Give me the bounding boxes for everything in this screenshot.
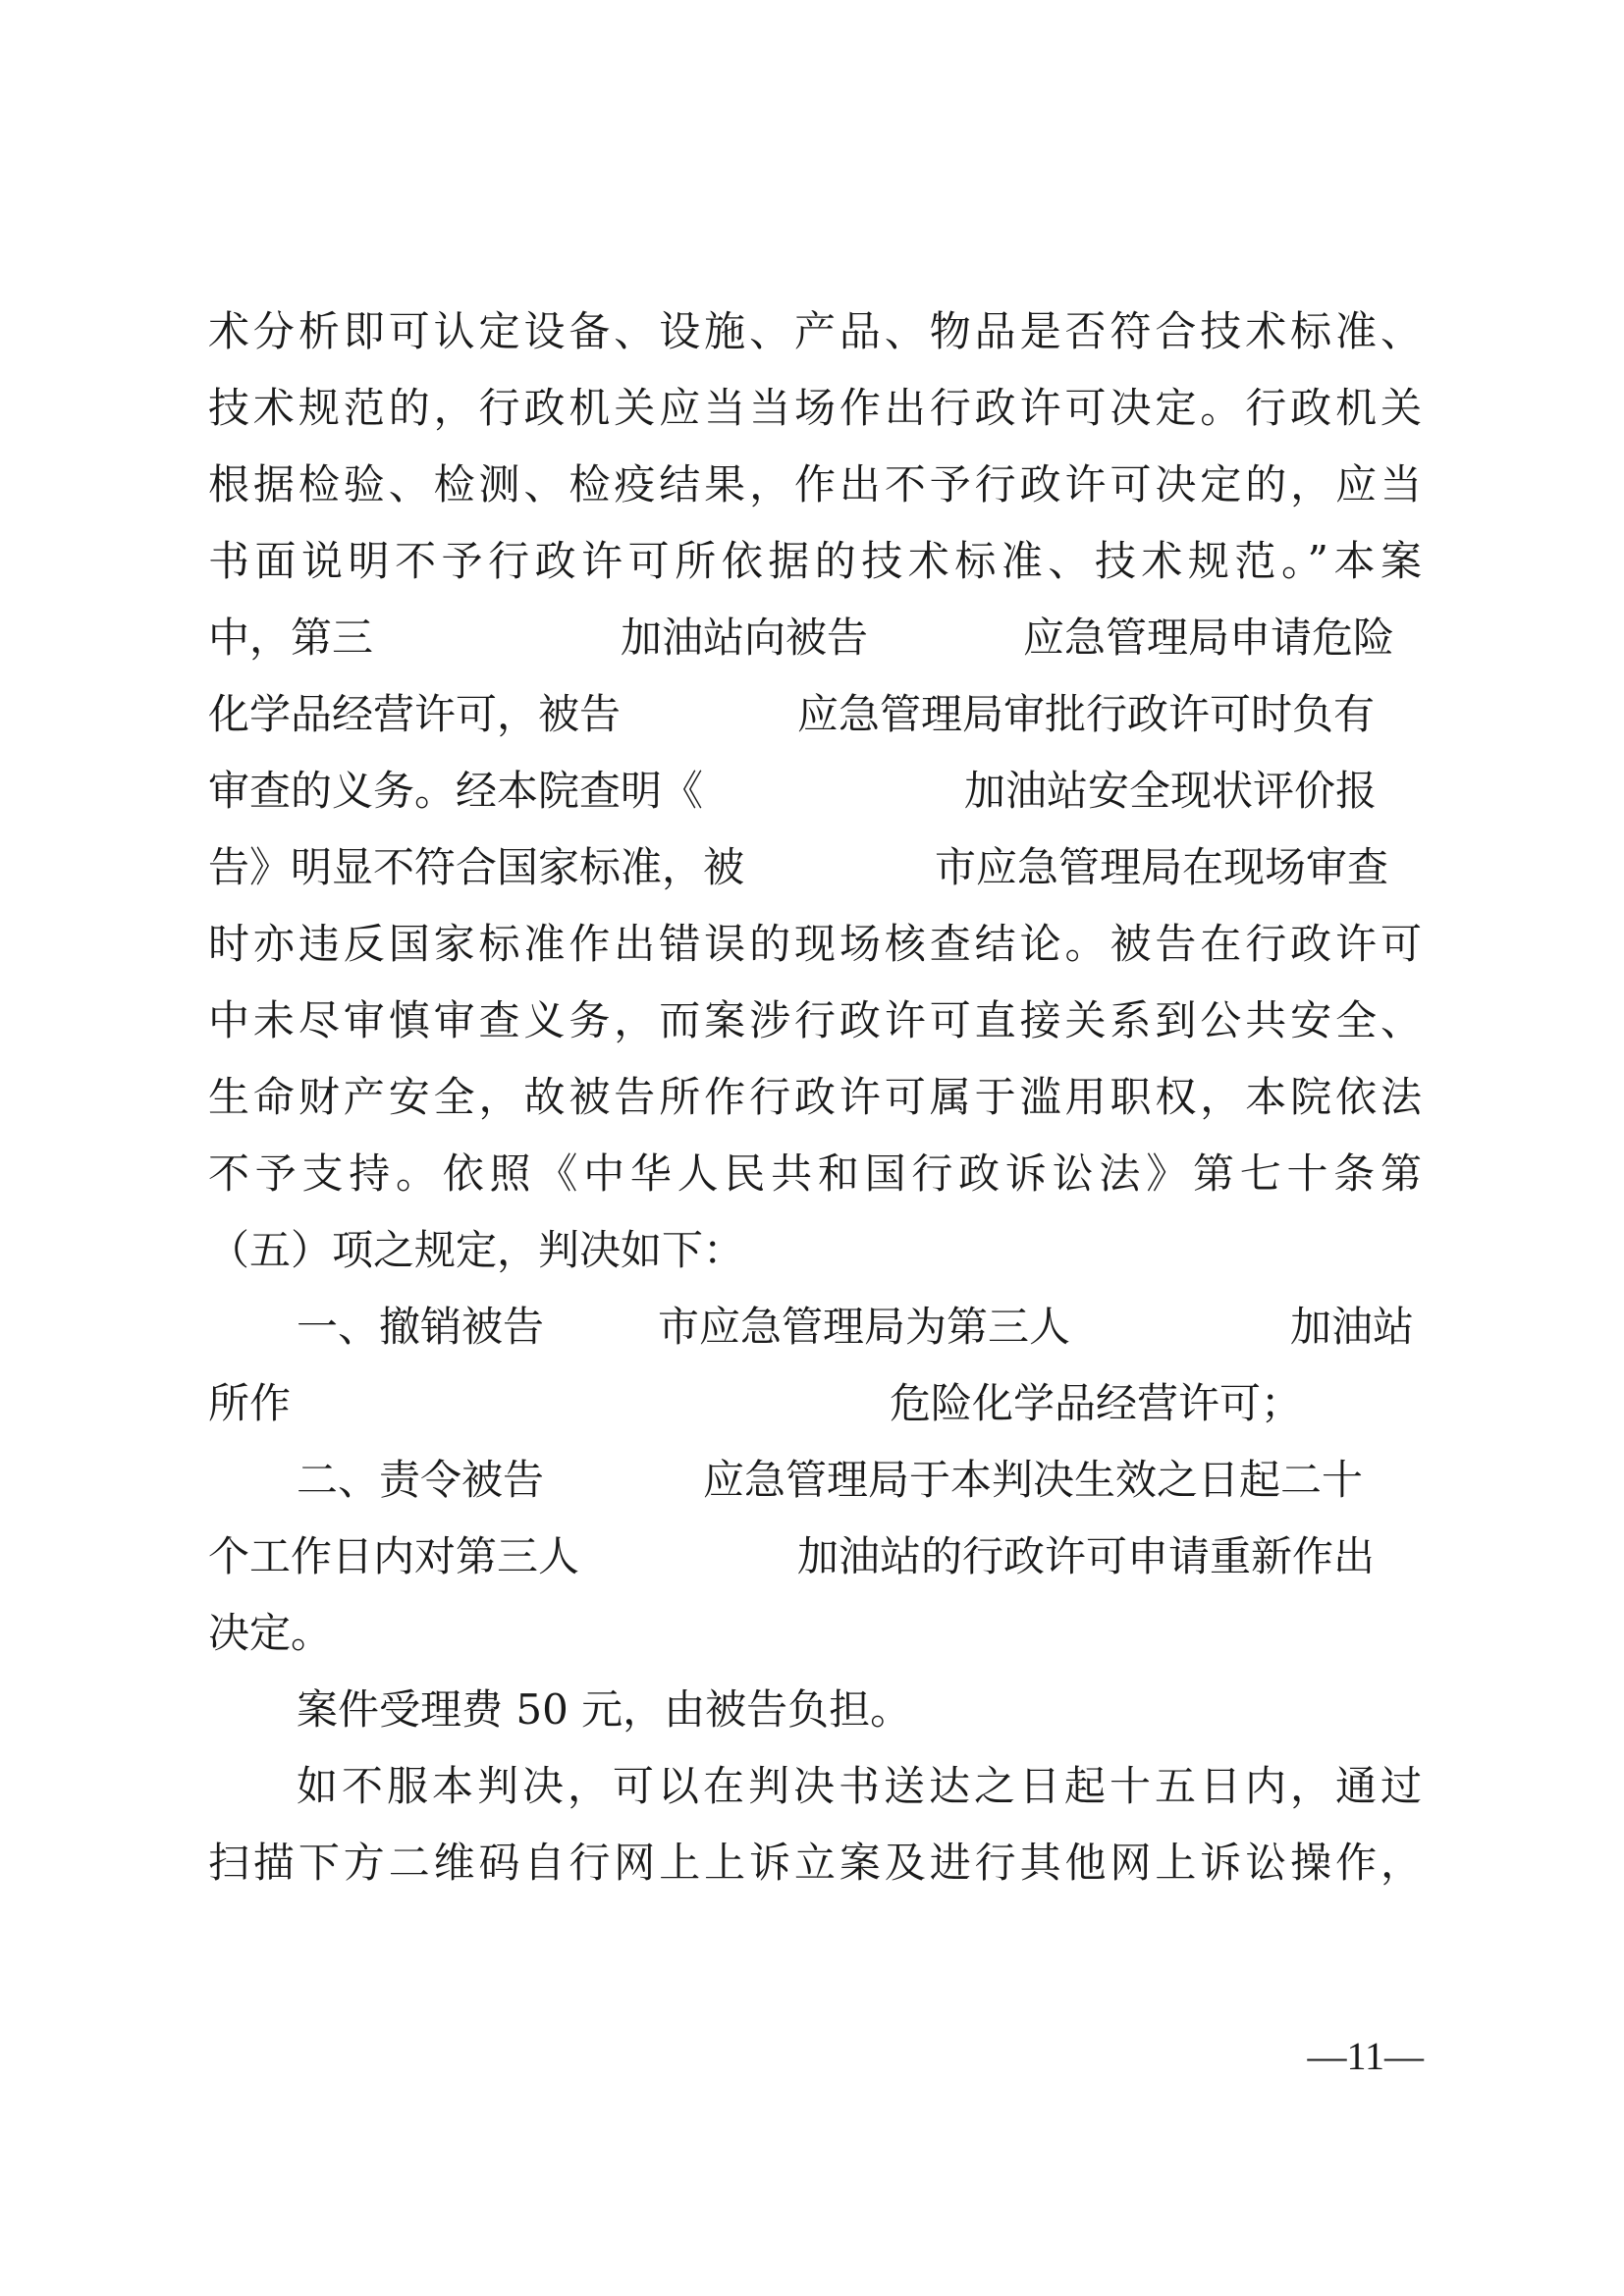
text-segment: 一、撤销被告 <box>297 1303 545 1351</box>
appeal-notice-line: 如不服本判决，可以在判决书送达之日起十五日内，通过 <box>297 1762 1422 1810</box>
text-line: 中未尽审慎审查义务，而案涉行政许可直接关系到公共安全、 <box>208 996 1422 1044</box>
text-segment: 二、责令被告 <box>297 1456 545 1504</box>
text-line: 书面说明不予行政许可所依据的技术标准、技术规范。”本案 <box>208 537 1422 585</box>
judgment-item-2 <box>208 1449 1422 1512</box>
text-line <box>208 607 1422 669</box>
text-line: 根据检验、检测、检疫结果，作出不予行政许可决定的，应当 <box>208 460 1422 508</box>
text-segment: 化学品经营许可，被告 <box>208 690 622 738</box>
text-line <box>208 1372 1422 1435</box>
text-segment: 中，第三 <box>208 614 374 662</box>
text-line <box>208 836 1422 899</box>
text-line: 技术规范的，行政机关应当当场作出行政许可决定。行政机关 <box>208 384 1422 432</box>
text-segment: 危险化学品经营许可； <box>890 1379 1303 1427</box>
court-fee-line: 案件受理费 50 元，由被告负担。 <box>297 1685 912 1734</box>
text-segment: 应急管理局申请危险 <box>1023 614 1395 662</box>
text-segment: 加油站的行政许可申请重新作出 <box>797 1532 1376 1580</box>
text-segment: 应急管理局审批行政许可时负有 <box>797 690 1376 738</box>
text-segment: 加油站 <box>1290 1303 1415 1351</box>
text-segment: 加油站向被告 <box>621 614 869 662</box>
text-line <box>208 760 1422 823</box>
text-line: 扫描下方二维码自行网上上诉立案及进行其他网上诉讼操作， <box>208 1839 1422 1887</box>
text-segment: 应急管理局于本判决生效之日起二十 <box>703 1456 1364 1504</box>
text-line <box>208 683 1422 746</box>
text-segment: 审查的义务。经本院查明《 <box>208 767 704 815</box>
text-line: （五）项之规定，判决如下： <box>208 1226 745 1274</box>
text-line: 生命财产安全，故被告所作行政许可属于滥用职权，本院依法 <box>208 1073 1422 1121</box>
text-line: 决定。 <box>208 1609 333 1657</box>
text-segment: 市应急管理局为第三人 <box>658 1303 1071 1351</box>
text-line <box>208 1525 1422 1588</box>
text-segment: 所作 <box>208 1379 292 1427</box>
text-segment: 告》明显不符合国家标准，被 <box>208 843 745 891</box>
text-line: 时亦违反国家标准作出错误的现场核查结论。被告在行政许可 <box>208 920 1422 968</box>
text-line: 不予支持。依照《中华人民共和国行政诉讼法》第七十条第 <box>208 1149 1422 1198</box>
text-segment: 市应急管理局在现场审查 <box>935 843 1389 891</box>
page-number: —11— <box>1307 2034 1424 2078</box>
text-segment: 个工作日内对第三人 <box>208 1532 580 1580</box>
text-line: 术分析即可认定设备、设施、产品、物品是否符合技术标准、 <box>208 307 1422 355</box>
text-segment: 加油站安全现状评价报 <box>964 767 1378 815</box>
judgment-item-1 <box>208 1296 1422 1359</box>
